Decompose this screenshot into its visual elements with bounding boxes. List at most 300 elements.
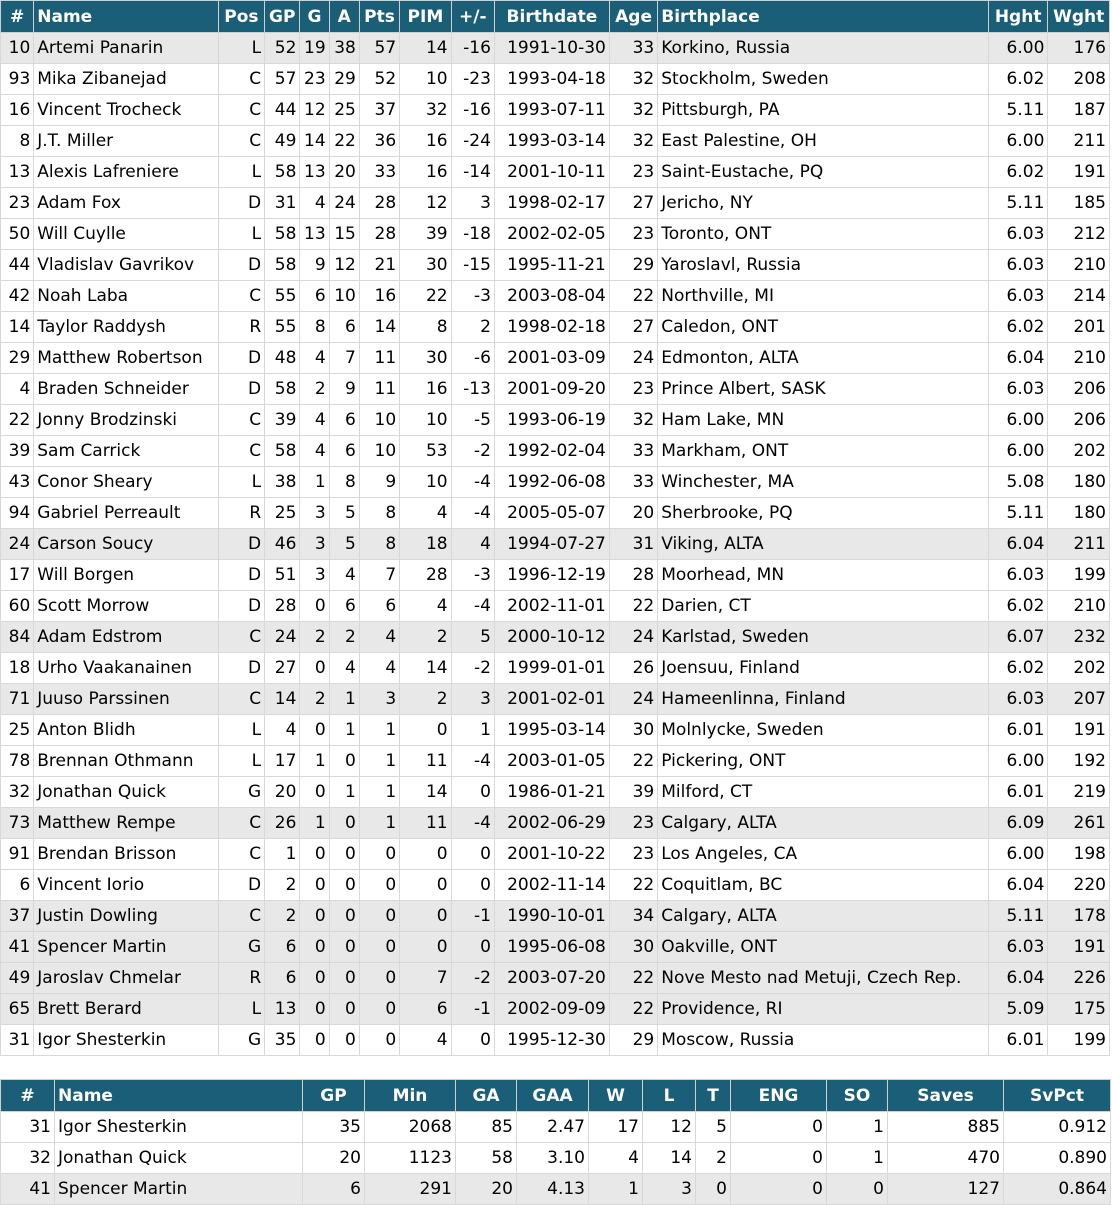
cell-t: 0 bbox=[696, 1174, 731, 1205]
cell-wght: 176 bbox=[1048, 33, 1110, 64]
cell-age: 24 bbox=[609, 622, 657, 653]
cell-hght: 6.01 bbox=[988, 1025, 1047, 1056]
cell-wght: 219 bbox=[1048, 777, 1110, 808]
table-row bbox=[1, 467, 1110, 498]
cell-pos: L bbox=[218, 467, 264, 498]
cell-gp: 1 bbox=[265, 839, 300, 870]
cell-gp: 31 bbox=[265, 188, 300, 219]
cell-wght: 180 bbox=[1048, 498, 1110, 529]
cell-plus-minus: 3 bbox=[451, 188, 494, 219]
column-header-birthdate: Birthdate bbox=[494, 1, 609, 33]
cell-birthdate: 2001-02-01 bbox=[494, 684, 609, 715]
cell-name: Urho Vaakanainen bbox=[34, 653, 218, 684]
table-row bbox=[1, 126, 1110, 157]
cell-number: 60 bbox=[1, 591, 34, 622]
column-header-a: A bbox=[329, 1, 359, 33]
cell-gp: 44 bbox=[265, 95, 300, 126]
cell-wght: 210 bbox=[1048, 250, 1110, 281]
cell-gp: 20 bbox=[265, 777, 300, 808]
cell-hght: 6.02 bbox=[988, 157, 1047, 188]
cell-number: 24 bbox=[1, 529, 34, 560]
cell-pim: 14 bbox=[400, 777, 451, 808]
cell-name: Anton Blidh bbox=[34, 715, 218, 746]
cell-birthplace: Darien, CT bbox=[658, 591, 989, 622]
cell-number: 42 bbox=[1, 281, 34, 312]
column-header-g: G bbox=[300, 1, 329, 33]
cell-g: 0 bbox=[300, 777, 329, 808]
cell-gp: 6 bbox=[265, 932, 300, 963]
cell-pim: 14 bbox=[400, 653, 451, 684]
cell-pts: 1 bbox=[359, 746, 399, 777]
cell-hght: 6.04 bbox=[988, 529, 1047, 560]
cell-pos: D bbox=[218, 560, 264, 591]
cell-birthdate: 2003-07-20 bbox=[494, 963, 609, 994]
cell-pts: 28 bbox=[359, 188, 399, 219]
cell-so: 1 bbox=[827, 1112, 888, 1143]
cell-birthdate: 1995-11-21 bbox=[494, 250, 609, 281]
cell-a: 0 bbox=[329, 746, 359, 777]
cell-wght: 261 bbox=[1048, 808, 1110, 839]
cell-pos: L bbox=[218, 715, 264, 746]
cell-g: 0 bbox=[300, 870, 329, 901]
cell-pim: 30 bbox=[400, 250, 451, 281]
cell-pim: 11 bbox=[400, 808, 451, 839]
cell-a: 5 bbox=[329, 498, 359, 529]
cell-birthdate: 2001-03-09 bbox=[494, 343, 609, 374]
cell-gp: 13 bbox=[265, 994, 300, 1025]
cell-birthdate: 1990-10-01 bbox=[494, 901, 609, 932]
cell-wght: 214 bbox=[1048, 281, 1110, 312]
cell-g: 1 bbox=[300, 808, 329, 839]
cell-pts: 8 bbox=[359, 498, 399, 529]
cell-number: 4 bbox=[1, 374, 34, 405]
cell-g: 6 bbox=[300, 281, 329, 312]
table-row bbox=[1, 405, 1110, 436]
cell-number: 49 bbox=[1, 963, 34, 994]
cell-pim: 0 bbox=[400, 870, 451, 901]
cell-gp: 55 bbox=[265, 312, 300, 343]
table-row bbox=[1, 839, 1110, 870]
cell-pos: C bbox=[218, 405, 264, 436]
cell-age: 33 bbox=[609, 436, 657, 467]
cell-pos: D bbox=[218, 653, 264, 684]
cell-g: 3 bbox=[300, 560, 329, 591]
cell-pts: 0 bbox=[359, 932, 399, 963]
cell-name: Braden Schneider bbox=[34, 374, 218, 405]
cell-a: 6 bbox=[329, 436, 359, 467]
cell-birthdate: 1993-03-14 bbox=[494, 126, 609, 157]
table-row bbox=[1, 870, 1110, 901]
cell-age: 23 bbox=[609, 219, 657, 250]
cell-pos: C bbox=[218, 436, 264, 467]
cell-pts: 21 bbox=[359, 250, 399, 281]
cell-number: 65 bbox=[1, 994, 34, 1025]
cell-pts: 0 bbox=[359, 870, 399, 901]
cell-pts: 1 bbox=[359, 777, 399, 808]
cell-gp: 46 bbox=[265, 529, 300, 560]
cell-gp: 24 bbox=[265, 622, 300, 653]
cell-birthdate: 1994-07-27 bbox=[494, 529, 609, 560]
cell-saves: 885 bbox=[888, 1112, 1004, 1143]
cell-w: 1 bbox=[589, 1174, 643, 1205]
cell-name: Vincent Iorio bbox=[34, 870, 218, 901]
cell-birthdate: 2002-11-14 bbox=[494, 870, 609, 901]
cell-wght: 192 bbox=[1048, 746, 1110, 777]
cell-name: Scott Morrow bbox=[34, 591, 218, 622]
cell-birthdate: 1998-02-17 bbox=[494, 188, 609, 219]
cell-hght: 6.03 bbox=[988, 281, 1047, 312]
cell-number: 23 bbox=[1, 188, 34, 219]
cell-number: 8 bbox=[1, 126, 34, 157]
cell-birthplace: Yaroslavl, Russia bbox=[658, 250, 989, 281]
cell-a: 38 bbox=[329, 33, 359, 64]
cell-pim: 6 bbox=[400, 994, 451, 1025]
cell-birthplace: Sherbrooke, PQ bbox=[658, 498, 989, 529]
cell-wght: 199 bbox=[1048, 560, 1110, 591]
cell-number: 31 bbox=[1, 1112, 55, 1143]
cell-pts: 0 bbox=[359, 839, 399, 870]
cell-name: Vladislav Gavrikov bbox=[34, 250, 218, 281]
cell-gp: 39 bbox=[265, 405, 300, 436]
cell-pts: 14 bbox=[359, 312, 399, 343]
cell-birthplace: Milford, CT bbox=[658, 777, 989, 808]
cell-g: 1 bbox=[300, 467, 329, 498]
cell-pim: 32 bbox=[400, 95, 451, 126]
cell-plus-minus: -1 bbox=[451, 901, 494, 932]
cell-svpct: 0.912 bbox=[1004, 1112, 1111, 1143]
cell-pim: 14 bbox=[400, 33, 451, 64]
cell-a: 0 bbox=[329, 870, 359, 901]
cell-so: 1 bbox=[827, 1143, 888, 1174]
cell-birthdate: 1986-01-21 bbox=[494, 777, 609, 808]
cell-pim: 0 bbox=[400, 715, 451, 746]
table-row bbox=[1, 95, 1110, 126]
cell-g: 23 bbox=[300, 64, 329, 95]
cell-name: Conor Sheary bbox=[34, 467, 218, 498]
cell-age: 23 bbox=[609, 808, 657, 839]
cell-l: 3 bbox=[643, 1174, 696, 1205]
cell-number: 22 bbox=[1, 405, 34, 436]
cell-pts: 9 bbox=[359, 467, 399, 498]
cell-pts: 0 bbox=[359, 963, 399, 994]
column-header-min: Min bbox=[365, 1080, 456, 1112]
cell-age: 32 bbox=[609, 64, 657, 95]
cell-age: 33 bbox=[609, 467, 657, 498]
cell-pts: 8 bbox=[359, 529, 399, 560]
cell-name: Justin Dowling bbox=[34, 901, 218, 932]
cell-plus-minus: -23 bbox=[451, 64, 494, 95]
cell-wght: 232 bbox=[1048, 622, 1110, 653]
cell-number: 44 bbox=[1, 250, 34, 281]
cell-age: 22 bbox=[609, 281, 657, 312]
cell-age: 22 bbox=[609, 994, 657, 1025]
cell-number: 10 bbox=[1, 33, 34, 64]
cell-plus-minus: 2 bbox=[451, 312, 494, 343]
cell-name: Igor Shesterkin bbox=[34, 1025, 218, 1056]
cell-pts: 0 bbox=[359, 901, 399, 932]
cell-a: 0 bbox=[329, 994, 359, 1025]
cell-a: 12 bbox=[329, 250, 359, 281]
table-row bbox=[1, 250, 1110, 281]
column-header-pos: Pos bbox=[218, 1, 264, 33]
cell-birthplace: Hameenlinna, Finland bbox=[658, 684, 989, 715]
cell-name: Juuso Parssinen bbox=[34, 684, 218, 715]
cell-wght: 187 bbox=[1048, 95, 1110, 126]
cell-hght: 6.02 bbox=[988, 312, 1047, 343]
cell-g: 4 bbox=[300, 343, 329, 374]
cell-name: Spencer Martin bbox=[34, 932, 218, 963]
cell-birthdate: 2005-05-07 bbox=[494, 498, 609, 529]
cell-plus-minus: 0 bbox=[451, 932, 494, 963]
cell-birthdate: 1995-03-14 bbox=[494, 715, 609, 746]
cell-ga: 85 bbox=[456, 1112, 517, 1143]
cell-gp: 57 bbox=[265, 64, 300, 95]
cell-a: 5 bbox=[329, 529, 359, 560]
cell-plus-minus: 1 bbox=[451, 715, 494, 746]
cell-a: 0 bbox=[329, 901, 359, 932]
cell-pim: 2 bbox=[400, 622, 451, 653]
cell-pim: 10 bbox=[400, 405, 451, 436]
cell-pos: D bbox=[218, 870, 264, 901]
cell-hght: 6.00 bbox=[988, 33, 1047, 64]
cell-plus-minus: -2 bbox=[451, 963, 494, 994]
cell-age: 33 bbox=[609, 33, 657, 64]
cell-saves: 127 bbox=[888, 1174, 1004, 1205]
cell-hght: 6.00 bbox=[988, 126, 1047, 157]
cell-hght: 5.11 bbox=[988, 188, 1047, 219]
column-header-pim: PIM bbox=[400, 1, 451, 33]
table-row bbox=[1, 219, 1110, 250]
cell-age: 32 bbox=[609, 405, 657, 436]
cell-plus-minus: 0 bbox=[451, 839, 494, 870]
cell-birthplace: Northville, MI bbox=[658, 281, 989, 312]
cell-g: 0 bbox=[300, 591, 329, 622]
cell-hght: 6.00 bbox=[988, 746, 1047, 777]
cell-a: 8 bbox=[329, 467, 359, 498]
cell-number: 29 bbox=[1, 343, 34, 374]
cell-number: 84 bbox=[1, 622, 34, 653]
cell-pts: 6 bbox=[359, 591, 399, 622]
cell-birthplace: Nove Mesto nad Metuji, Czech Rep. bbox=[658, 963, 989, 994]
cell-g: 12 bbox=[300, 95, 329, 126]
table-row bbox=[1, 343, 1110, 374]
column-header-number: # bbox=[1, 1, 34, 33]
cell-birthdate: 2003-01-05 bbox=[494, 746, 609, 777]
cell-pos: D bbox=[218, 591, 264, 622]
cell-birthplace: Viking, ALTA bbox=[658, 529, 989, 560]
cell-birthplace: Calgary, ALTA bbox=[658, 901, 989, 932]
table-row bbox=[1, 622, 1110, 653]
cell-birthplace: Stockholm, Sweden bbox=[658, 64, 989, 95]
cell-a: 4 bbox=[329, 560, 359, 591]
cell-age: 28 bbox=[609, 560, 657, 591]
cell-number: 25 bbox=[1, 715, 34, 746]
cell-name: Igor Shesterkin bbox=[55, 1112, 303, 1143]
cell-birthplace: Pickering, ONT bbox=[658, 746, 989, 777]
cell-gp: 38 bbox=[265, 467, 300, 498]
cell-pos: C bbox=[218, 64, 264, 95]
cell-wght: 212 bbox=[1048, 219, 1110, 250]
cell-name: Adam Fox bbox=[34, 188, 218, 219]
table-row bbox=[1, 157, 1110, 188]
cell-w: 17 bbox=[589, 1112, 643, 1143]
cell-gp: 51 bbox=[265, 560, 300, 591]
cell-birthdate: 2001-10-11 bbox=[494, 157, 609, 188]
cell-pim: 0 bbox=[400, 901, 451, 932]
cell-age: 22 bbox=[609, 963, 657, 994]
cell-plus-minus: -16 bbox=[451, 95, 494, 126]
cell-so: 0 bbox=[827, 1174, 888, 1205]
column-header-gp: GP bbox=[303, 1080, 365, 1112]
cell-a: 1 bbox=[329, 777, 359, 808]
cell-g: 0 bbox=[300, 901, 329, 932]
cell-hght: 6.03 bbox=[988, 374, 1047, 405]
column-header-plus-minus: +/- bbox=[451, 1, 494, 33]
cell-pos: D bbox=[218, 188, 264, 219]
cell-age: 23 bbox=[609, 374, 657, 405]
cell-birthplace: Pittsburgh, PA bbox=[658, 95, 989, 126]
cell-pos: C bbox=[218, 684, 264, 715]
cell-pos: D bbox=[218, 529, 264, 560]
cell-plus-minus: -13 bbox=[451, 374, 494, 405]
cell-name: Carson Soucy bbox=[34, 529, 218, 560]
cell-wght: 211 bbox=[1048, 529, 1110, 560]
goalie-stats-table bbox=[0, 1079, 1111, 1205]
cell-hght: 6.02 bbox=[988, 64, 1047, 95]
cell-age: 29 bbox=[609, 250, 657, 281]
cell-birthdate: 1993-04-18 bbox=[494, 64, 609, 95]
cell-plus-minus: -16 bbox=[451, 33, 494, 64]
cell-pos: R bbox=[218, 312, 264, 343]
cell-name: Brennan Othmann bbox=[34, 746, 218, 777]
cell-birthplace: Caledon, ONT bbox=[658, 312, 989, 343]
cell-ga: 20 bbox=[456, 1174, 517, 1205]
cell-pos: L bbox=[218, 219, 264, 250]
cell-birthplace: Los Angeles, CA bbox=[658, 839, 989, 870]
cell-birthdate: 2001-10-22 bbox=[494, 839, 609, 870]
cell-pim: 7 bbox=[400, 963, 451, 994]
cell-wght: 210 bbox=[1048, 343, 1110, 374]
cell-hght: 6.00 bbox=[988, 436, 1047, 467]
cell-name: Brendan Brisson bbox=[34, 839, 218, 870]
table-row bbox=[1, 188, 1110, 219]
cell-hght: 6.00 bbox=[988, 405, 1047, 436]
cell-wght: 206 bbox=[1048, 405, 1110, 436]
column-header-gaa: GAA bbox=[517, 1080, 589, 1112]
cell-g: 3 bbox=[300, 498, 329, 529]
cell-g: 0 bbox=[300, 1025, 329, 1056]
cell-number: 39 bbox=[1, 436, 34, 467]
cell-g: 2 bbox=[300, 622, 329, 653]
cell-pts: 28 bbox=[359, 219, 399, 250]
cell-number: 31 bbox=[1, 1025, 34, 1056]
cell-gp: 58 bbox=[265, 157, 300, 188]
cell-a: 20 bbox=[329, 157, 359, 188]
cell-pos: G bbox=[218, 1025, 264, 1056]
cell-plus-minus: -14 bbox=[451, 157, 494, 188]
cell-pos: C bbox=[218, 622, 264, 653]
cell-age: 22 bbox=[609, 870, 657, 901]
cell-name: Spencer Martin bbox=[55, 1174, 303, 1205]
cell-pos: G bbox=[218, 932, 264, 963]
cell-number: 16 bbox=[1, 95, 34, 126]
cell-plus-minus: -2 bbox=[451, 436, 494, 467]
cell-birthdate: 1996-12-19 bbox=[494, 560, 609, 591]
cell-g: 2 bbox=[300, 374, 329, 405]
column-header-name: Name bbox=[34, 1, 218, 33]
cell-birthdate: 2000-10-12 bbox=[494, 622, 609, 653]
cell-pts: 33 bbox=[359, 157, 399, 188]
table-row bbox=[1, 932, 1110, 963]
cell-birthplace: Prince Albert, SASK bbox=[658, 374, 989, 405]
cell-a: 6 bbox=[329, 591, 359, 622]
table-row bbox=[1, 715, 1110, 746]
table-row bbox=[1, 560, 1110, 591]
cell-pos: C bbox=[218, 839, 264, 870]
skater-table-header bbox=[1, 1, 1110, 33]
cell-pts: 0 bbox=[359, 994, 399, 1025]
cell-number: 41 bbox=[1, 932, 34, 963]
cell-age: 32 bbox=[609, 95, 657, 126]
cell-birthplace: Saint-Eustache, PQ bbox=[658, 157, 989, 188]
cell-plus-minus: -4 bbox=[451, 746, 494, 777]
cell-plus-minus: -6 bbox=[451, 343, 494, 374]
cell-gp: 4 bbox=[265, 715, 300, 746]
cell-name: Jonny Brodzinski bbox=[34, 405, 218, 436]
cell-birthplace: Coquitlam, BC bbox=[658, 870, 989, 901]
column-header-hght: Hght bbox=[988, 1, 1047, 33]
cell-gp: 25 bbox=[265, 498, 300, 529]
cell-gp: 17 bbox=[265, 746, 300, 777]
cell-number: 14 bbox=[1, 312, 34, 343]
cell-hght: 5.11 bbox=[988, 498, 1047, 529]
cell-pim: 16 bbox=[400, 374, 451, 405]
cell-birthdate: 1992-06-08 bbox=[494, 467, 609, 498]
table-row bbox=[1, 808, 1110, 839]
cell-pim: 10 bbox=[400, 64, 451, 95]
cell-birthdate: 1998-02-18 bbox=[494, 312, 609, 343]
cell-gp: 58 bbox=[265, 219, 300, 250]
cell-plus-minus: -3 bbox=[451, 560, 494, 591]
cell-a: 0 bbox=[329, 808, 359, 839]
cell-number: 50 bbox=[1, 219, 34, 250]
cell-birthplace: East Palestine, OH bbox=[658, 126, 989, 157]
cell-pim: 39 bbox=[400, 219, 451, 250]
cell-g: 2 bbox=[300, 684, 329, 715]
table-row bbox=[1, 312, 1110, 343]
cell-number: 78 bbox=[1, 746, 34, 777]
cell-pts: 4 bbox=[359, 653, 399, 684]
table-row bbox=[1, 1143, 1111, 1174]
cell-number: 37 bbox=[1, 901, 34, 932]
cell-pim: 11 bbox=[400, 746, 451, 777]
cell-plus-minus: 3 bbox=[451, 684, 494, 715]
cell-pts: 4 bbox=[359, 622, 399, 653]
cell-number: 43 bbox=[1, 467, 34, 498]
cell-birthplace: Edmonton, ALTA bbox=[658, 343, 989, 374]
cell-pim: 10 bbox=[400, 467, 451, 498]
column-header-svpct: SvPct bbox=[1004, 1080, 1111, 1112]
cell-hght: 6.04 bbox=[988, 870, 1047, 901]
cell-name: Will Cuylle bbox=[34, 219, 218, 250]
cell-wght: 220 bbox=[1048, 870, 1110, 901]
cell-plus-minus: -24 bbox=[451, 126, 494, 157]
cell-pos: G bbox=[218, 777, 264, 808]
cell-g: 4 bbox=[300, 436, 329, 467]
cell-gp: 6 bbox=[265, 963, 300, 994]
cell-hght: 6.03 bbox=[988, 932, 1047, 963]
table-row bbox=[1, 374, 1110, 405]
